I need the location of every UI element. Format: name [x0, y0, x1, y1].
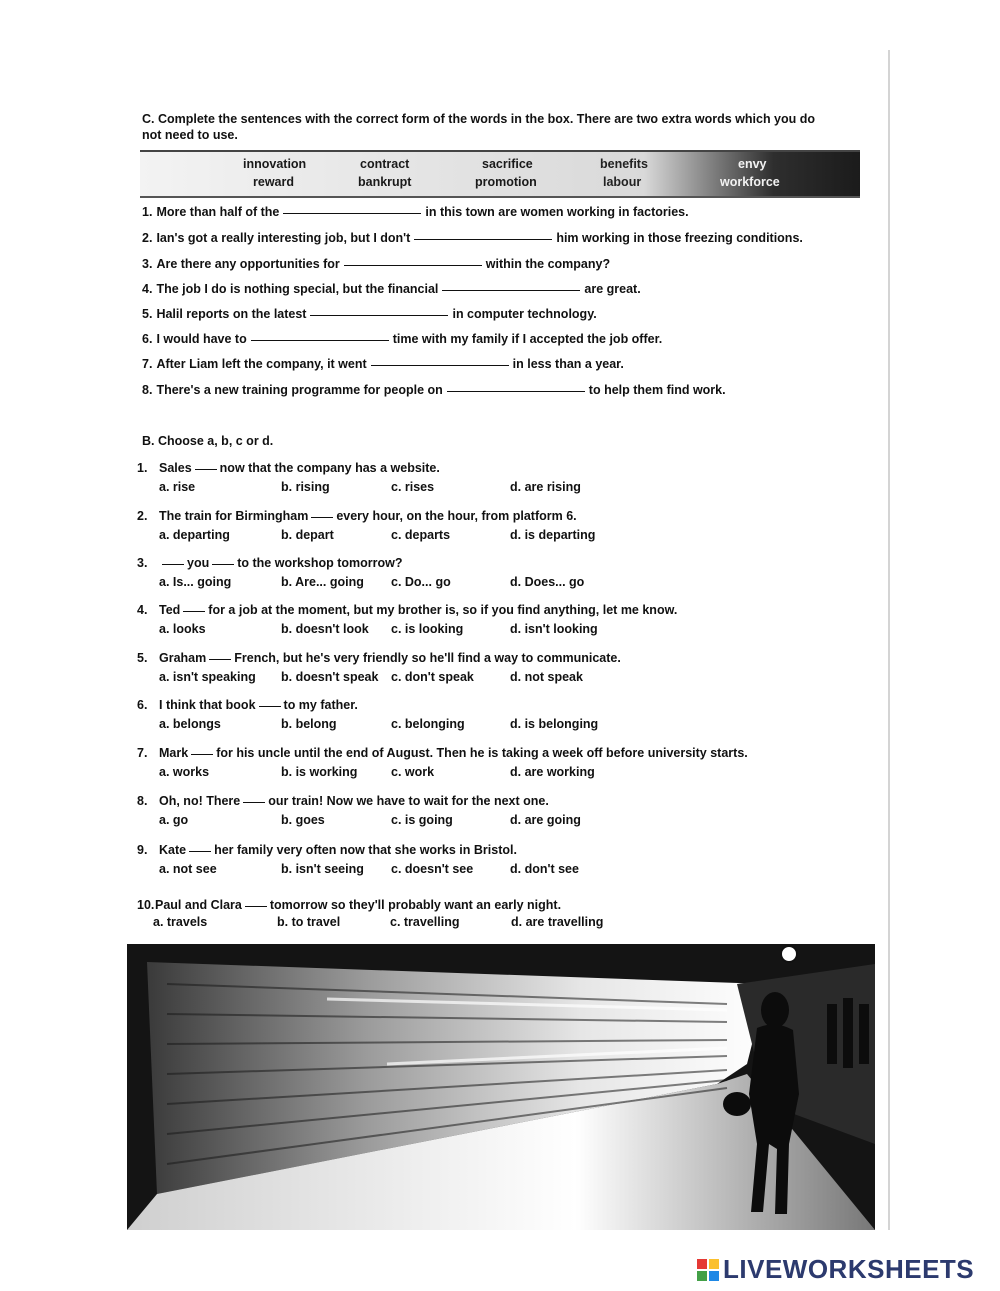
- page-edge-line: [888, 50, 890, 1230]
- option-a[interactable]: a. travels: [153, 915, 208, 929]
- option-b[interactable]: b. is working: [281, 765, 358, 779]
- answer-blank[interactable]: [245, 905, 267, 907]
- option-a[interactable]: a. not see: [159, 862, 217, 876]
- option-c[interactable]: c. Do... go: [391, 575, 451, 589]
- sentence-a-2: 2. Ian's got a really interesting job, but I don't him working in those freezing conditions.: [142, 231, 803, 245]
- sentence-a-8: 8. There's a new training programme for people on to help them find work.: [142, 383, 726, 397]
- logo-text: LIVEWORKSHEETS: [723, 1254, 975, 1284]
- question-b-2: 2. The train for Birmingham every hour, on the hour, from platform 6. a. departing b. depart c. departs d. is departing: [137, 509, 596, 542]
- logo-square: [697, 1271, 707, 1281]
- question-b-3: 3. you to the workshop tomorrow? a. Is... going b. Are... going c. Do... go d. Does... go: [137, 556, 585, 589]
- answer-blank[interactable]: [191, 753, 213, 755]
- answer-blank[interactable]: [283, 212, 421, 214]
- option-c[interactable]: c. don't speak: [391, 670, 474, 684]
- option-a[interactable]: a. works: [159, 765, 210, 779]
- logo-square: [709, 1259, 719, 1269]
- answer-blank[interactable]: [195, 468, 217, 470]
- logo-mark-icon: [697, 1259, 719, 1281]
- question-b-10: 10.Paul and Clara tomorrow so they'll probably want an early night. a. travels b. to travel c. travelling d. are travelling: [137, 898, 604, 929]
- question-b-8: 8. Oh, no! There our train! Now we have to wait for the next one. a. go b. goes c. is going d. are going: [137, 794, 581, 827]
- section-b-title: B. Choose a, b, c or d.: [142, 434, 274, 448]
- option-c[interactable]: c. travelling: [390, 915, 460, 929]
- option-c[interactable]: c. departs: [391, 528, 451, 542]
- sentence-a-6: 6. I would have to time with my family if I accepted the job offer.: [142, 332, 663, 346]
- option-d[interactable]: d. are going: [510, 813, 581, 827]
- liveworksheets-logo: [697, 1254, 974, 1285]
- sentence-a-3: 3. Are there any opportunities for within the company?: [142, 257, 611, 271]
- option-d[interactable]: d. is belonging: [510, 717, 599, 731]
- option-c[interactable]: c. doesn't see: [391, 862, 474, 876]
- word-box-item: envy: [738, 157, 767, 171]
- answer-blank[interactable]: [414, 238, 552, 240]
- word-box-item: sacrifice: [482, 157, 533, 171]
- option-a[interactable]: a. looks: [159, 622, 206, 636]
- option-d[interactable]: d. are rising: [510, 480, 581, 494]
- question-b-7: 7. Mark for his uncle until the end of August. Then he is taking a week off before university starts. a. works b. is working c. work d. are working: [137, 746, 748, 779]
- option-d[interactable]: d. Does... go: [510, 575, 585, 589]
- option-d[interactable]: d. is departing: [510, 528, 596, 542]
- answer-blank[interactable]: [371, 364, 509, 366]
- option-b[interactable]: b. goes: [281, 813, 325, 827]
- option-d[interactable]: d. don't see: [510, 862, 579, 876]
- option-c[interactable]: c. is going: [391, 813, 453, 827]
- logo-square: [697, 1259, 707, 1269]
- answer-blank[interactable]: [251, 339, 389, 341]
- section-a-title: C. Complete the sentences with the correct form of the words in the box. There are two extra words which you do not need to use.: [142, 112, 816, 142]
- question-b-1: 1. Sales now that the company has a website. a. rise b. rising c. rises d. are rising: [137, 461, 581, 494]
- answer-blank[interactable]: [162, 563, 184, 565]
- answer-blank[interactable]: [212, 563, 234, 565]
- train-platform-photo: [127, 944, 875, 1230]
- sentence-a-4: 4. The job I do is nothing special, but the financial are great.: [142, 282, 641, 296]
- train-platform-illustration: [127, 944, 875, 1230]
- logo-square: [709, 1271, 719, 1281]
- option-a[interactable]: a. go: [159, 813, 189, 827]
- option-a[interactable]: a. departing: [159, 528, 230, 542]
- option-d[interactable]: d. isn't looking: [510, 622, 598, 636]
- sentence-a-1: 1. More than half of the in this town are women working in factories.: [142, 205, 689, 219]
- word-box-item: innovation: [243, 157, 307, 171]
- answer-blank[interactable]: [183, 610, 205, 612]
- sentence-a-7: 7. After Liam left the company, it went in less than a year.: [142, 357, 624, 371]
- word-box-item: benefits: [600, 157, 648, 171]
- option-b[interactable]: b. to travel: [277, 915, 341, 929]
- answer-blank[interactable]: [442, 289, 580, 291]
- sentence-a-5: 5. Halil reports on the latest in computer technology.: [142, 307, 597, 321]
- option-c[interactable]: c. work: [391, 765, 435, 779]
- option-b[interactable]: b. doesn't speak: [281, 670, 379, 684]
- question-b-9: 9. Kate her family very often now that she works in Bristol. a. not see b. isn't seeing c. doesn't see d. don't see: [137, 843, 579, 876]
- answer-blank[interactable]: [243, 801, 265, 803]
- option-a[interactable]: a. rise: [159, 480, 196, 494]
- word-box-item: bankrupt: [358, 175, 412, 189]
- option-d[interactable]: d. are working: [510, 765, 595, 779]
- word-box-item: promotion: [475, 175, 537, 189]
- option-a[interactable]: a. isn't speaking: [159, 670, 256, 684]
- option-c[interactable]: c. rises: [391, 480, 435, 494]
- question-b-5: 5. Graham French, but he's very friendly so he'll find a way to communicate. a. isn't speaking b. doesn't speak c. don't speak d. not speak: [137, 651, 621, 684]
- option-c[interactable]: c. is looking: [391, 622, 464, 636]
- answer-blank[interactable]: [259, 705, 281, 707]
- question-b-6: 6. I think that book to my father. a. belongs b. belong c. belonging d. is belonging: [137, 698, 599, 731]
- answer-blank[interactable]: [310, 314, 448, 316]
- answer-blank[interactable]: [447, 390, 585, 392]
- option-a[interactable]: a. belongs: [159, 717, 221, 731]
- option-b[interactable]: b. isn't seeing: [281, 862, 364, 876]
- answer-blank[interactable]: [209, 658, 231, 660]
- option-b[interactable]: b. belong: [281, 717, 337, 731]
- option-c[interactable]: c. belonging: [391, 717, 465, 731]
- word-box-item: workforce: [720, 175, 780, 189]
- word-box-item: reward: [253, 175, 294, 189]
- option-d[interactable]: d. are travelling: [511, 915, 604, 929]
- option-b[interactable]: b. doesn't look: [281, 622, 369, 636]
- option-d[interactable]: d. not speak: [510, 670, 583, 684]
- word-box-item: contract: [360, 157, 410, 171]
- option-b[interactable]: b. depart: [281, 528, 334, 542]
- option-b[interactable]: b. Are... going: [281, 575, 364, 589]
- answer-blank[interactable]: [344, 264, 482, 266]
- answer-blank[interactable]: [311, 516, 333, 518]
- word-box-item: labour: [603, 175, 642, 189]
- answer-blank[interactable]: [189, 850, 211, 852]
- question-b-4: 4. Ted for a job at the moment, but my brother is, so if you find anything, let me know. a. looks b. doesn't look c. is looking d. isn't looking: [137, 603, 678, 636]
- word-box: [140, 150, 860, 198]
- option-a[interactable]: a. Is... going: [159, 575, 232, 589]
- option-b[interactable]: b. rising: [281, 480, 330, 494]
